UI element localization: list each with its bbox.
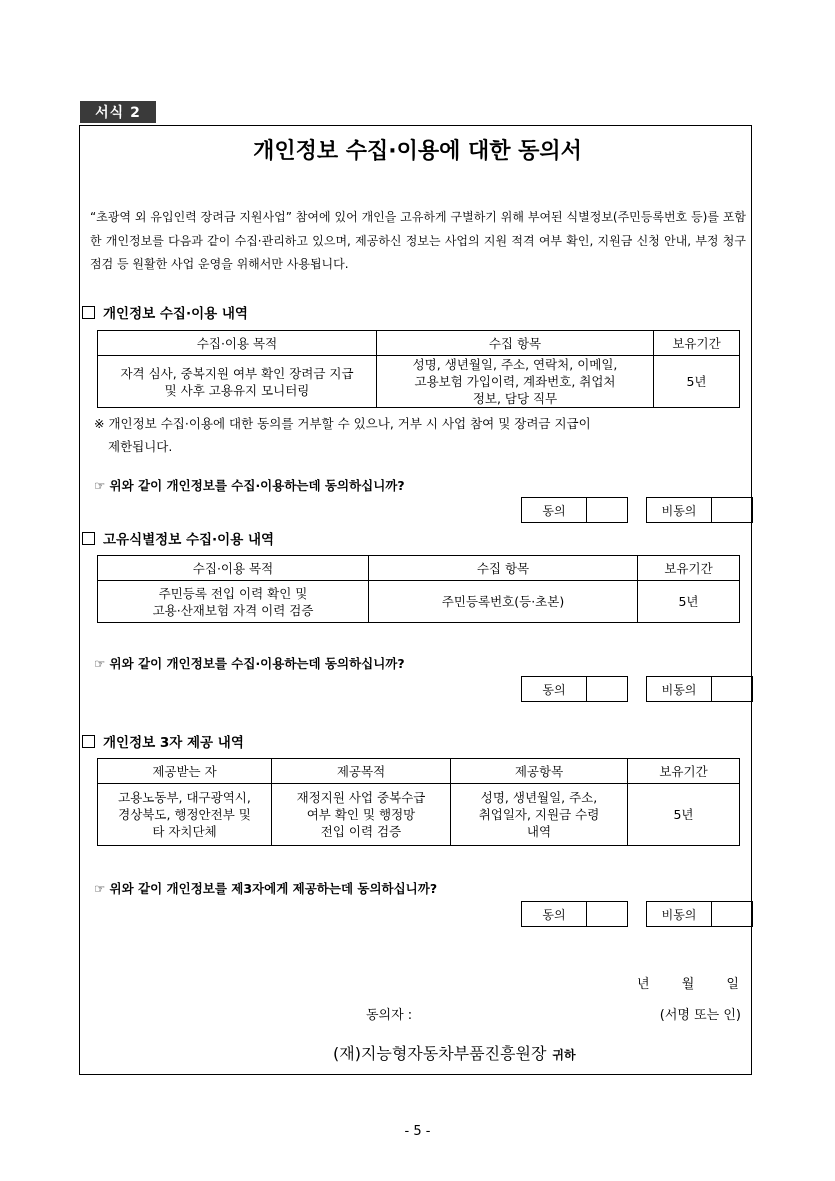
table-header: 제공목적: [272, 759, 451, 784]
disagree-option-1[interactable]: [646, 497, 753, 523]
table-cell: 5년: [638, 581, 740, 623]
disagree-option-2[interactable]: [646, 676, 753, 702]
agree-label: 동의: [522, 902, 587, 926]
checkbox-square-icon: [82, 532, 95, 545]
table-header: 제공항목: [451, 759, 628, 784]
table-header: 보유기간: [654, 331, 740, 356]
disagree-label: 비동의: [647, 902, 712, 926]
checkbox-square-icon: [82, 735, 95, 748]
table-cell: 자격 심사, 중복지원 여부 확인 장려금 지급 및 사후 고용유지 모니터링: [98, 356, 377, 408]
disagree-checkbox[interactable]: [712, 498, 752, 522]
checkbox-square-icon: [82, 306, 95, 319]
section-3-heading-text: 개인정보 3자 제공 내역: [103, 735, 244, 751]
table-header: 보유기간: [628, 759, 740, 784]
section-2-heading-text: 고유식별정보 수집·이용 내역: [103, 532, 275, 548]
signature-note: (서명 또는 인): [659, 1008, 741, 1023]
intro-paragraph: “초광역 외 유입인력 장려금 지원사업” 참여에 있어 개인을 고유하게 구별하기 위해 부여된 식별정보(주민등록번호 등)를 포함한 개인정보를 다음과 같이 수집·관리하고 있으며, 제공하신 정보는 사업의 지원 적격 여부 확인, 지원금 신청 안내, 부정 청구 점검 등 원활한 사업 운영을 위해서만 사용됩니다.: [90, 210, 746, 271]
disagree-option-3[interactable]: [646, 901, 753, 927]
agree-label: 동의: [522, 498, 587, 522]
table-cell: 5년: [654, 356, 740, 408]
signer-label: 동의자 :: [366, 1008, 413, 1023]
table-cell: 성명, 생년월일, 주소, 연락처, 이메일, 고용보험 가입이력, 계좌번호, 취업처 정보, 담당 직무: [377, 356, 654, 408]
agree-option-2[interactable]: [521, 676, 628, 702]
table-header: 수집·이용 목적: [98, 331, 377, 356]
table-header: 제공받는 자: [98, 759, 272, 784]
agree-checkbox[interactable]: [587, 902, 627, 926]
recipient: [333, 1041, 576, 1064]
agree-checkbox[interactable]: [587, 498, 627, 522]
section-3-table: [97, 758, 740, 846]
table-cell: 5년: [628, 784, 740, 846]
agree-option-1[interactable]: [521, 497, 628, 523]
section-2-table: [97, 555, 740, 623]
table-cell: 성명, 생년월일, 주소, 취업일자, 지원금 수령 내역: [451, 784, 628, 846]
form-number-tag: 서식 2: [80, 101, 156, 123]
section-1-table: [97, 330, 740, 408]
section-3-heading: [82, 731, 244, 751]
table-cell: 고용노동부, 대구광역시, 경상북도, 행정안전부 및 타 자치단체: [98, 784, 272, 846]
disagree-checkbox[interactable]: [712, 677, 752, 701]
disagree-checkbox[interactable]: [712, 902, 752, 926]
table-cell: 주민등록 전입 이력 확인 및 고용·산재보험 자격 이력 검증: [98, 581, 369, 623]
agree-option-3[interactable]: [521, 901, 628, 927]
refusal-notice: [94, 412, 734, 458]
section-2-heading: [82, 528, 274, 548]
refusal-notice-line: ※ 개인정보 수집·이용에 대한 동의를 거부할 수 있으나, 거부 시 사업 참여 및 장려금 지급이: [94, 416, 591, 431]
consent-question-3: ☞ 위와 같이 개인정보를 제3자에게 제공하는데 동의하십니까?: [94, 881, 438, 896]
section-1-heading-text: 개인정보 수집·이용 내역: [103, 306, 248, 322]
recipient-suffix: 귀하: [552, 1048, 576, 1062]
table-cell: 재정지원 사업 중복수급 여부 확인 및 행정망 전입 이력 검증: [272, 784, 451, 846]
disagree-label: 비동의: [647, 498, 712, 522]
page-number: - 5 -: [404, 1124, 431, 1139]
consent-question-1: ☞ 위와 같이 개인정보를 수집·이용하는데 동의하십니까?: [94, 478, 405, 493]
recipient-name: (재)지능형자동차부품진흥원장: [333, 1044, 547, 1063]
refusal-notice-line: 제한됩니다.: [108, 439, 173, 454]
agree-label: 동의: [522, 677, 587, 701]
table-header: 보유기간: [638, 556, 740, 581]
disagree-label: 비동의: [647, 677, 712, 701]
table-cell: 주민등록번호(등·초본): [369, 581, 638, 623]
section-1-heading: [82, 302, 248, 322]
consent-question-2: ☞ 위와 같이 개인정보를 수집·이용하는데 동의하십니까?: [94, 656, 405, 671]
date-line[interactable]: 년 월 일: [637, 977, 739, 992]
table-header: 수집 항목: [369, 556, 638, 581]
agree-checkbox[interactable]: [587, 677, 627, 701]
page-title: 개인정보 수집·이용에 대한 동의서: [253, 139, 582, 164]
table-header: 수집 항목: [377, 331, 654, 356]
table-header: 수집·이용 목적: [98, 556, 369, 581]
